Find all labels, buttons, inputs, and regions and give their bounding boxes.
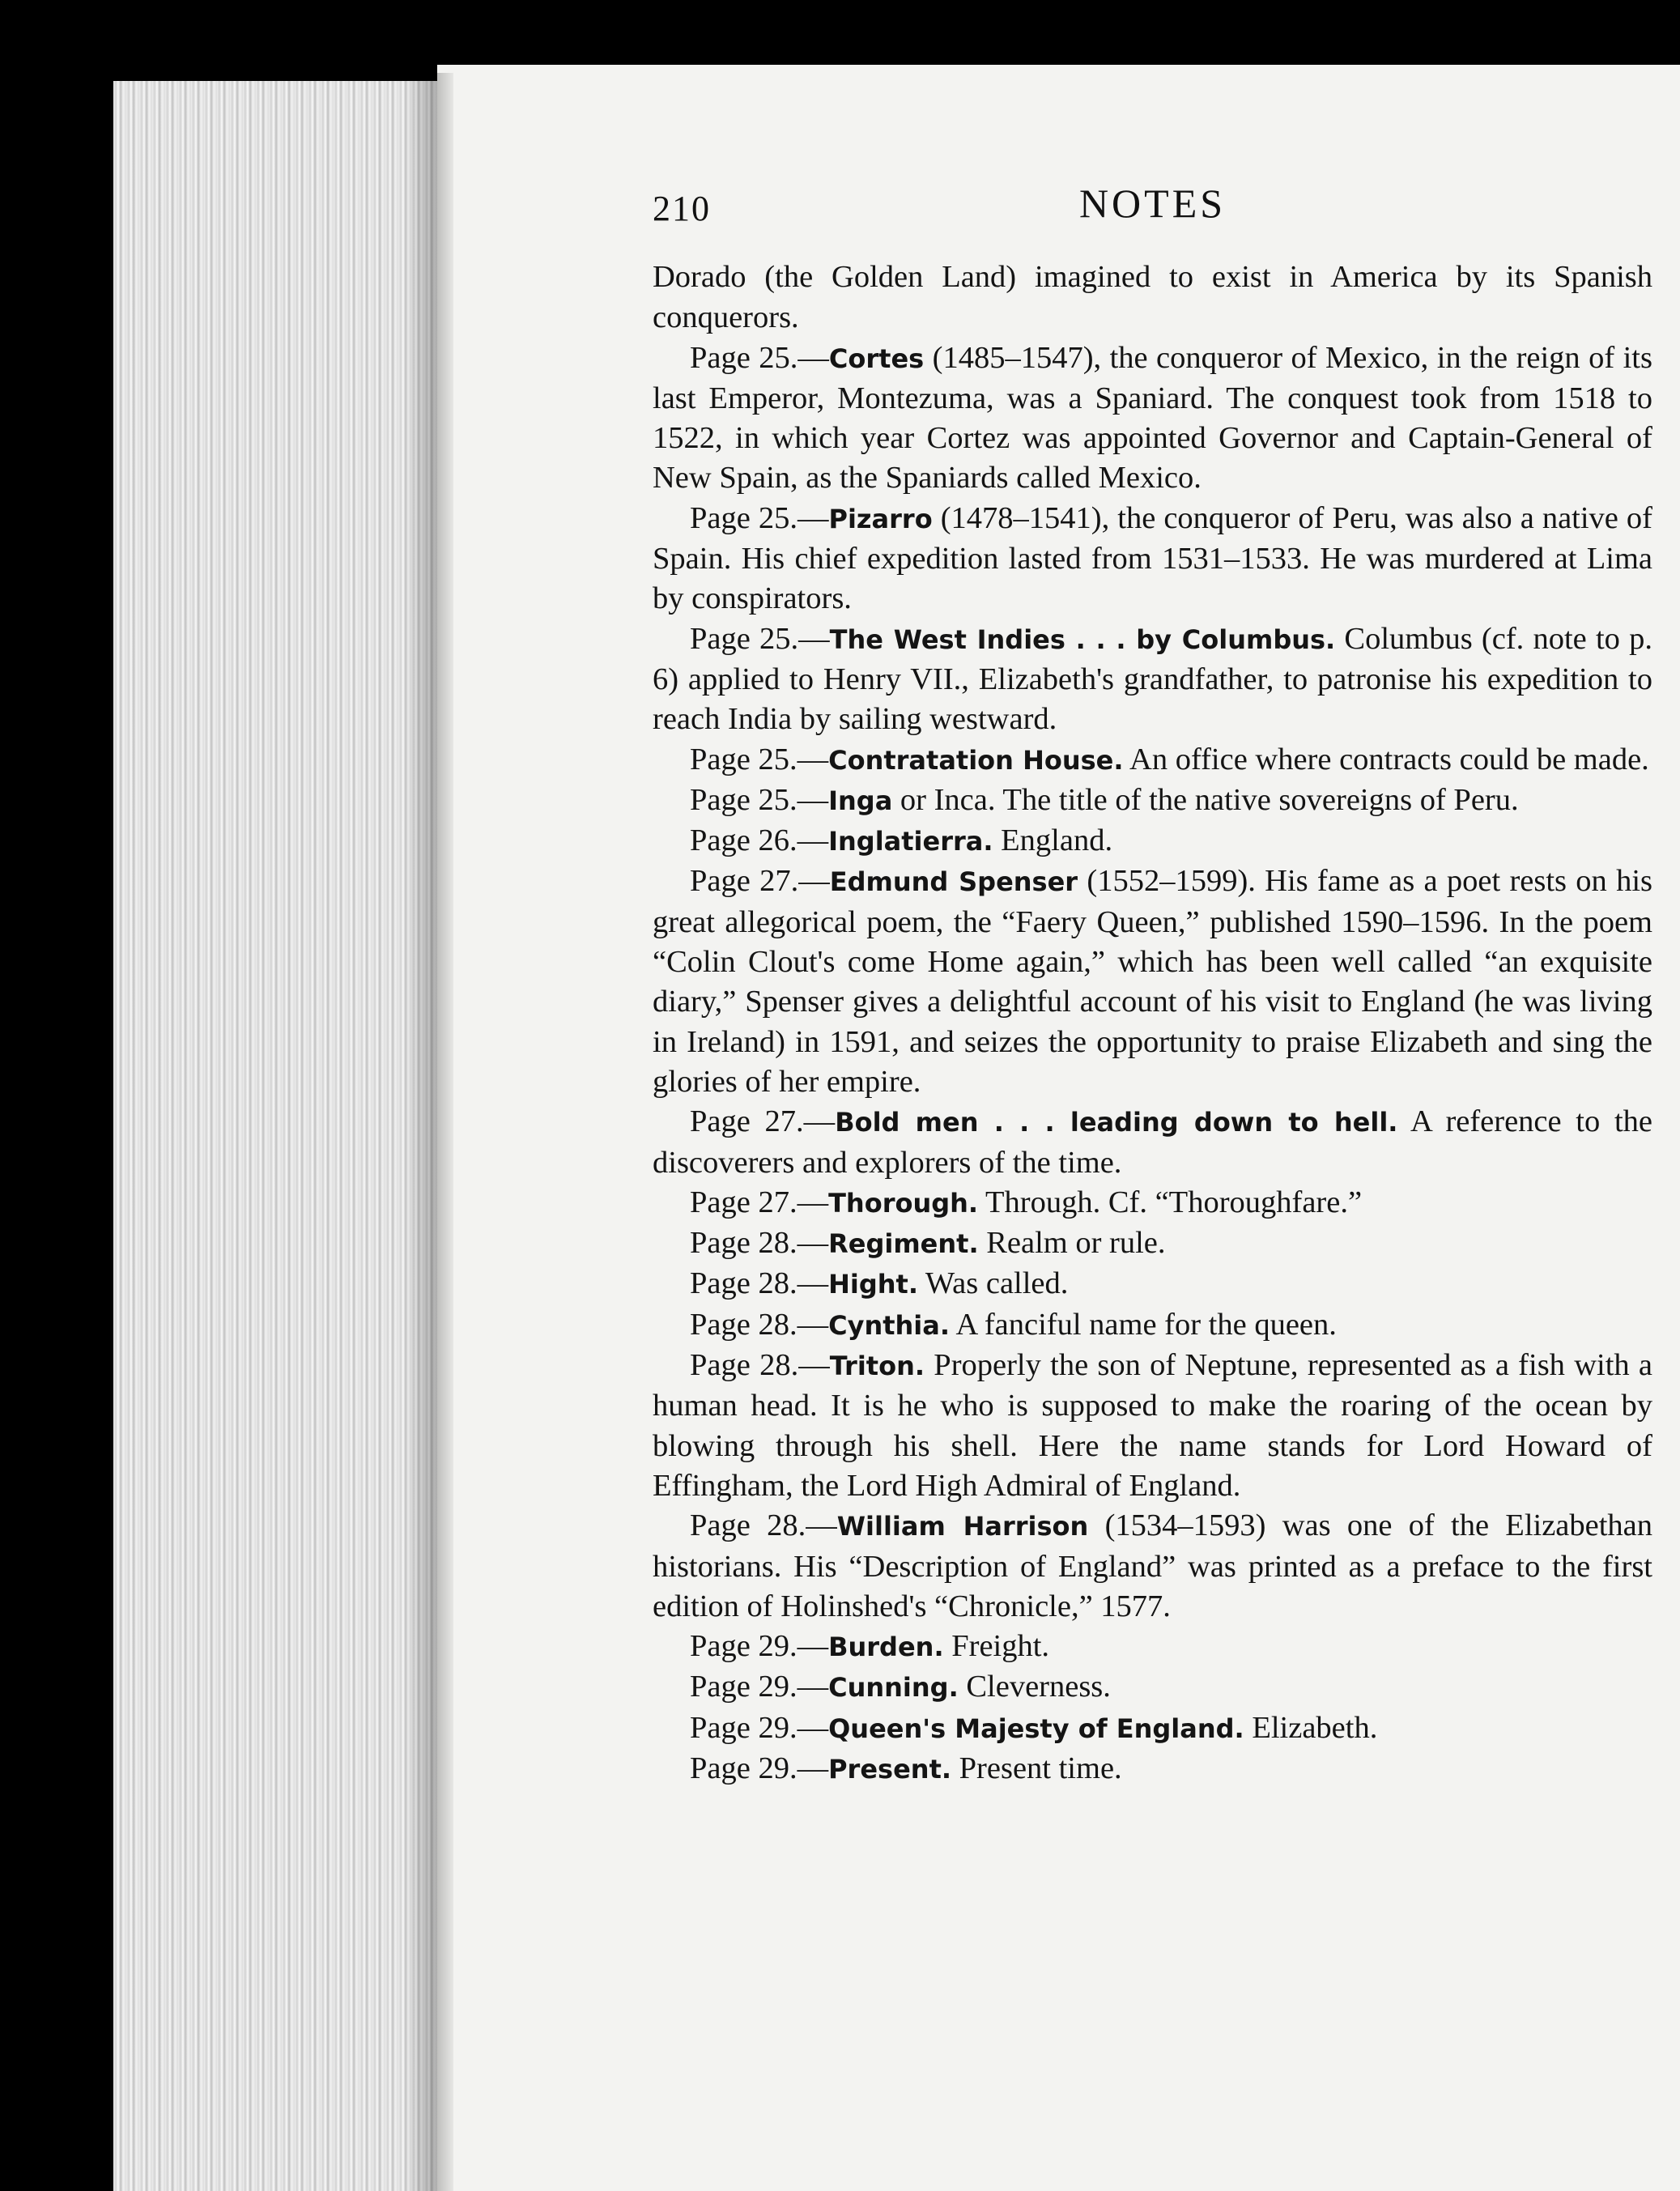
note-paragraph <box>653 619 1652 740</box>
note-paragraph <box>653 1749 1652 1789</box>
note-heading: Thorough. <box>828 1187 979 1219</box>
note-paragraph <box>653 1708 1652 1749</box>
note-page-ref: Page 27.— <box>690 864 830 899</box>
note-page-ref: Page 29.— <box>690 1670 829 1704</box>
note-page-ref: Page 25.— <box>690 340 829 375</box>
note-text: A fanciful name for the queen. <box>950 1307 1337 1342</box>
note-heading: Inglatierra. <box>828 826 993 857</box>
page-stack-edges <box>113 81 437 2191</box>
note-paragraph <box>653 338 1652 499</box>
note-paragraph <box>653 781 1652 821</box>
note-text: (1534–1593) was one of the Elizabethan historians. His “Description of England” was printed as a preface to the first edition of Holinshed's “Chronicle,” 1577. <box>653 1508 1653 1623</box>
note-heading: Queen's Majesty of England. <box>828 1712 1244 1744</box>
note-page-ref: Page 28.— <box>690 1307 829 1342</box>
note-text: An office where contracts could be made. <box>1123 742 1649 776</box>
note-text: Present time. <box>951 1751 1122 1785</box>
notes-body <box>653 257 1652 1789</box>
note-text: Columbus (cf. note to p. 6) applied to Henry VII., Elizabeth's grandfather, to patronise his expedition to reach India by sailing westward. <box>653 621 1652 737</box>
note-heading: Present. <box>828 1753 952 1785</box>
gutter-shadow <box>405 73 453 2191</box>
note-heading: Cynthia. <box>828 1309 951 1341</box>
note-paragraph <box>653 1305 1652 1346</box>
page-number: 210 <box>653 189 711 228</box>
note-heading: Edmund Spenser <box>829 866 1078 898</box>
note-page-ref: Page 25.— <box>690 742 829 776</box>
note-page-ref: Page 26.— <box>690 823 829 858</box>
note-paragraph <box>653 1264 1652 1304</box>
note-paragraph <box>653 1102 1652 1183</box>
note-paragraph <box>653 1183 1652 1223</box>
note-page-ref: Page 28.— <box>690 1508 837 1543</box>
note-paragraph <box>653 821 1652 862</box>
note-page-ref: Page 29.— <box>690 1710 829 1745</box>
note-page-ref: Page 25.— <box>690 621 830 656</box>
note-text: England. <box>993 823 1113 858</box>
note-heading: Triton. <box>829 1351 925 1382</box>
note-text: Elizabeth. <box>1244 1710 1378 1745</box>
note-paragraph <box>653 499 1652 619</box>
note-text: Dorado (the Golden Land) imagined to exist in America by its Spanish conquerors. <box>653 260 1652 335</box>
note-heading: Contratation House. <box>828 744 1124 776</box>
note-heading: Bold men . . . leading down to hell. <box>835 1107 1398 1138</box>
note-text: or Inca. The title of the native sovereigns of Peru. <box>892 782 1519 817</box>
note-page-ref: Page 27.— <box>690 1104 836 1139</box>
note-text: Properly the son of Neptune, represented as a fish with a human head. It is he who is supposed to make the roaring of the ocean by blowing through his shell. Here the name stands for Lord Howard of Effingham, the Lord High Admiral of England. <box>653 1348 1652 1503</box>
note-heading: Regiment. <box>828 1228 979 1260</box>
note-heading: William Harrison <box>836 1511 1089 1542</box>
note-text: (1552–1599). His fame as a poet rests on his great allegorical poem, the “Faery Queen,” published 1590–1596. In the poem “Colin Clout's come Home again,” which has been well called “an exquisite diary,” Spenser gives a delightful account of his visit to England (he was living in Ireland) in 1591, and seizes the opportunity to praise Elizabeth and sing the glories of her empire. <box>653 864 1652 1099</box>
note-page-ref: Page 28.— <box>690 1266 829 1301</box>
note-paragraph <box>653 862 1652 1102</box>
note-page-ref: Page 29.— <box>690 1751 829 1785</box>
note-heading: Hight. <box>828 1269 918 1300</box>
note-text: (1485–1547), the conqueror of Mexico, in the reign of its last Emperor, Montezuma, was a Spaniard. The conquest took from 1518 to 1522, in which year Cortez was appointed Governor and Captain-General of New Spain, as the Spaniards called Mexico. <box>653 340 1652 496</box>
note-page-ref: Page 28.— <box>690 1226 829 1261</box>
page-header <box>653 180 1652 228</box>
note-paragraph <box>653 1506 1652 1627</box>
note-text: Through. Cf. “Thoroughfare.” <box>978 1185 1363 1219</box>
note-text: A reference to the discoverers and explorers of the time. <box>653 1104 1652 1180</box>
note-paragraph <box>653 257 1652 338</box>
note-heading: Burden. <box>828 1632 944 1663</box>
note-paragraph <box>653 1346 1652 1506</box>
note-text: Was called. <box>917 1266 1069 1301</box>
note-text: Freight. <box>943 1629 1050 1664</box>
running-title: NOTES <box>1078 181 1227 226</box>
note-page-ref: Page 25.— <box>690 782 829 817</box>
note-paragraph <box>653 1627 1652 1667</box>
note-paragraph <box>653 1667 1652 1708</box>
note-page-ref: Page 25.— <box>690 500 829 535</box>
note-heading: Pizarro <box>828 503 933 534</box>
note-page-ref: Page 27.— <box>690 1185 829 1219</box>
note-text: (1478–1541), the conqueror of Peru, was also a native of Spain. His chief expedition lasted from 1531–1533. He was murdered at Lima by conspirators. <box>653 500 1652 616</box>
note-heading: The West Indies . . . by Columbus. <box>829 623 1336 655</box>
note-paragraph <box>653 1223 1652 1264</box>
note-text: Cleverness. <box>958 1670 1111 1704</box>
note-page-ref: Page 28.— <box>690 1348 830 1383</box>
note-heading: Inga <box>828 785 893 816</box>
note-heading: Cunning. <box>828 1672 959 1704</box>
note-heading: Cortes <box>828 342 925 374</box>
note-page-ref: Page 29.— <box>690 1629 829 1664</box>
note-text: Realm or rule. <box>978 1226 1166 1261</box>
note-paragraph <box>653 740 1652 781</box>
